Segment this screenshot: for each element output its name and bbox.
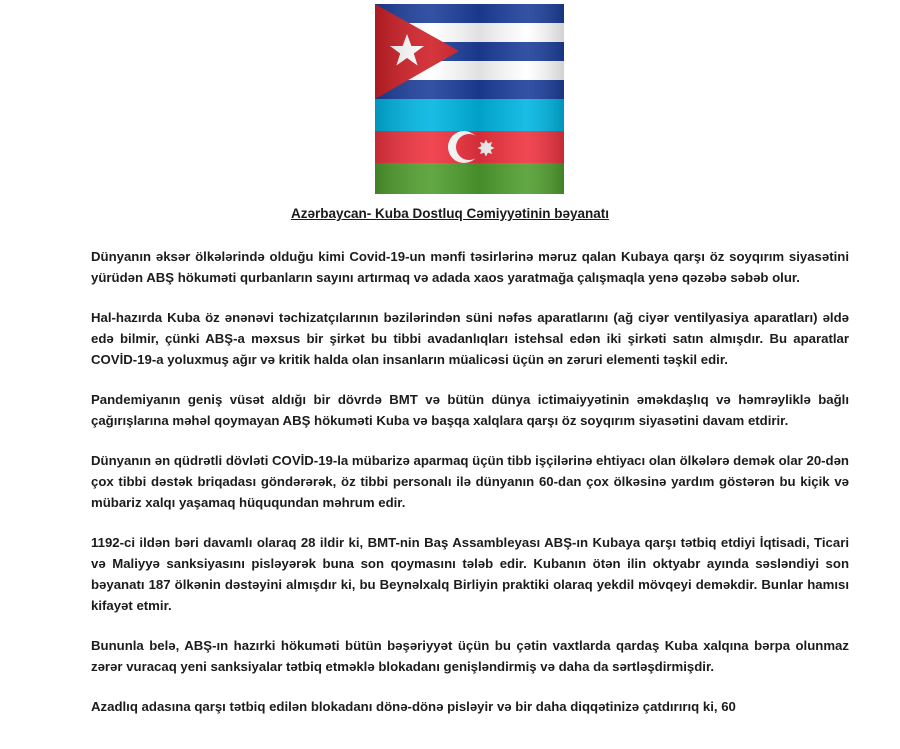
paragraph-7: Azadlıq adasına qarşı tətbiq edilən blokadanı dönə-dönə pisləyir və bir daha diqqətinizə çatdırırıq ki, 60 (91, 699, 736, 714)
paragraph-5: 1192-ci ildən bəri davamlı olaraq 28 ildir ki, BMT-nin Baş Assambleyası ABŞ-ın Kubaya qarşı tətbiq etdiyi İqtisadi, Ticari və Maliyyə sanksiyasını pisləyərək buna son qoymasını tələb edir. Kubanın ötən ilin oktyabr ayında səsləndiyi son bəyanatı 187 ölkənin dəstəyini almışdır ki, bu Beynəlxalq Birliyin praktiki olaraq yekdil mövqeyi deməkdir. Bunlar hamısı kifayət etmir. (91, 535, 849, 613)
document-body (91, 246, 849, 736)
paragraph-3: Pandemiyanın geniş vüsət aldığı bir dövrdə BMT və bütün dünya ictimaiyyətinin əməkdaşlıq və həmrəyliklə bağlı çağırışlarına məhəl qoymayan ABŞ hökuməti Kuba və başqa xalqlara qarşı öz soyqırım siyasətini davam etdirir. (91, 392, 849, 428)
paragraph-6: Bununla belə, ABŞ-ın hazırki hökuməti bütün bəşəriyyət üçün bu çətin vaxtlarda qardaş Kuba xalqına bərpa olunmaz zərər vuracaq yeni sanksiyalar tətbiq etməklə blokadanı genişləndirmiş və daha da sərtləşdirmişdir. (91, 638, 849, 674)
flags-image (375, 4, 564, 194)
paragraph-4: Dünyanın ən qüdrətli dövləti COVİD-19-la mübarizə aparmaq üçün tibb işçilərinə ehtiyacı olan ölkələrə demək olar 20-dən çox tibbi dəstək briqadası göndərərək, öz tibbi personalı ilə dünyanın 60-dan çox ölkəsinə yardım göstərən bu kiçik və mübariz xalqı yaşamaq hüququndan məhrum edir. (91, 453, 849, 510)
paragraph-1: Dünyanın əksər ölkələrində olduğu kimi Covid-19-un mənfi təsirlərinə məruz qalan Kubaya qarşı öz soyqırım siyasətini yürüdən ABŞ hökuməti qurbanların sayını artırmaq və adada xaos yaratmağa çalışmaqla yenə qəzəbə səbəb olur. (91, 249, 849, 285)
document-title: Azərbaycan- Kuba Dostluq Cəmiyyətinin bəyanatı (290, 206, 610, 221)
cuba-flag (375, 4, 564, 99)
paragraph-2: Hal-hazırda Kuba öz ənənəvi təchizatçılarının bəzilərindən süni nəfəs aparatlarını (ağ ciyər ventilyasiya aparatları) əldə edə bilmir, çünki ABŞ-a məxsus bir şirkət bu tibbi avadanlıqları istehsal edən iki şirkəti satın almışdır. Bu aparatlar COVİD-19-a yoluxmuş ağır və kritik halda olan insanların müalicəsi üçün ən zəruri elementi təşkil edir. (91, 310, 849, 367)
azerbaijan-flag (375, 99, 564, 194)
